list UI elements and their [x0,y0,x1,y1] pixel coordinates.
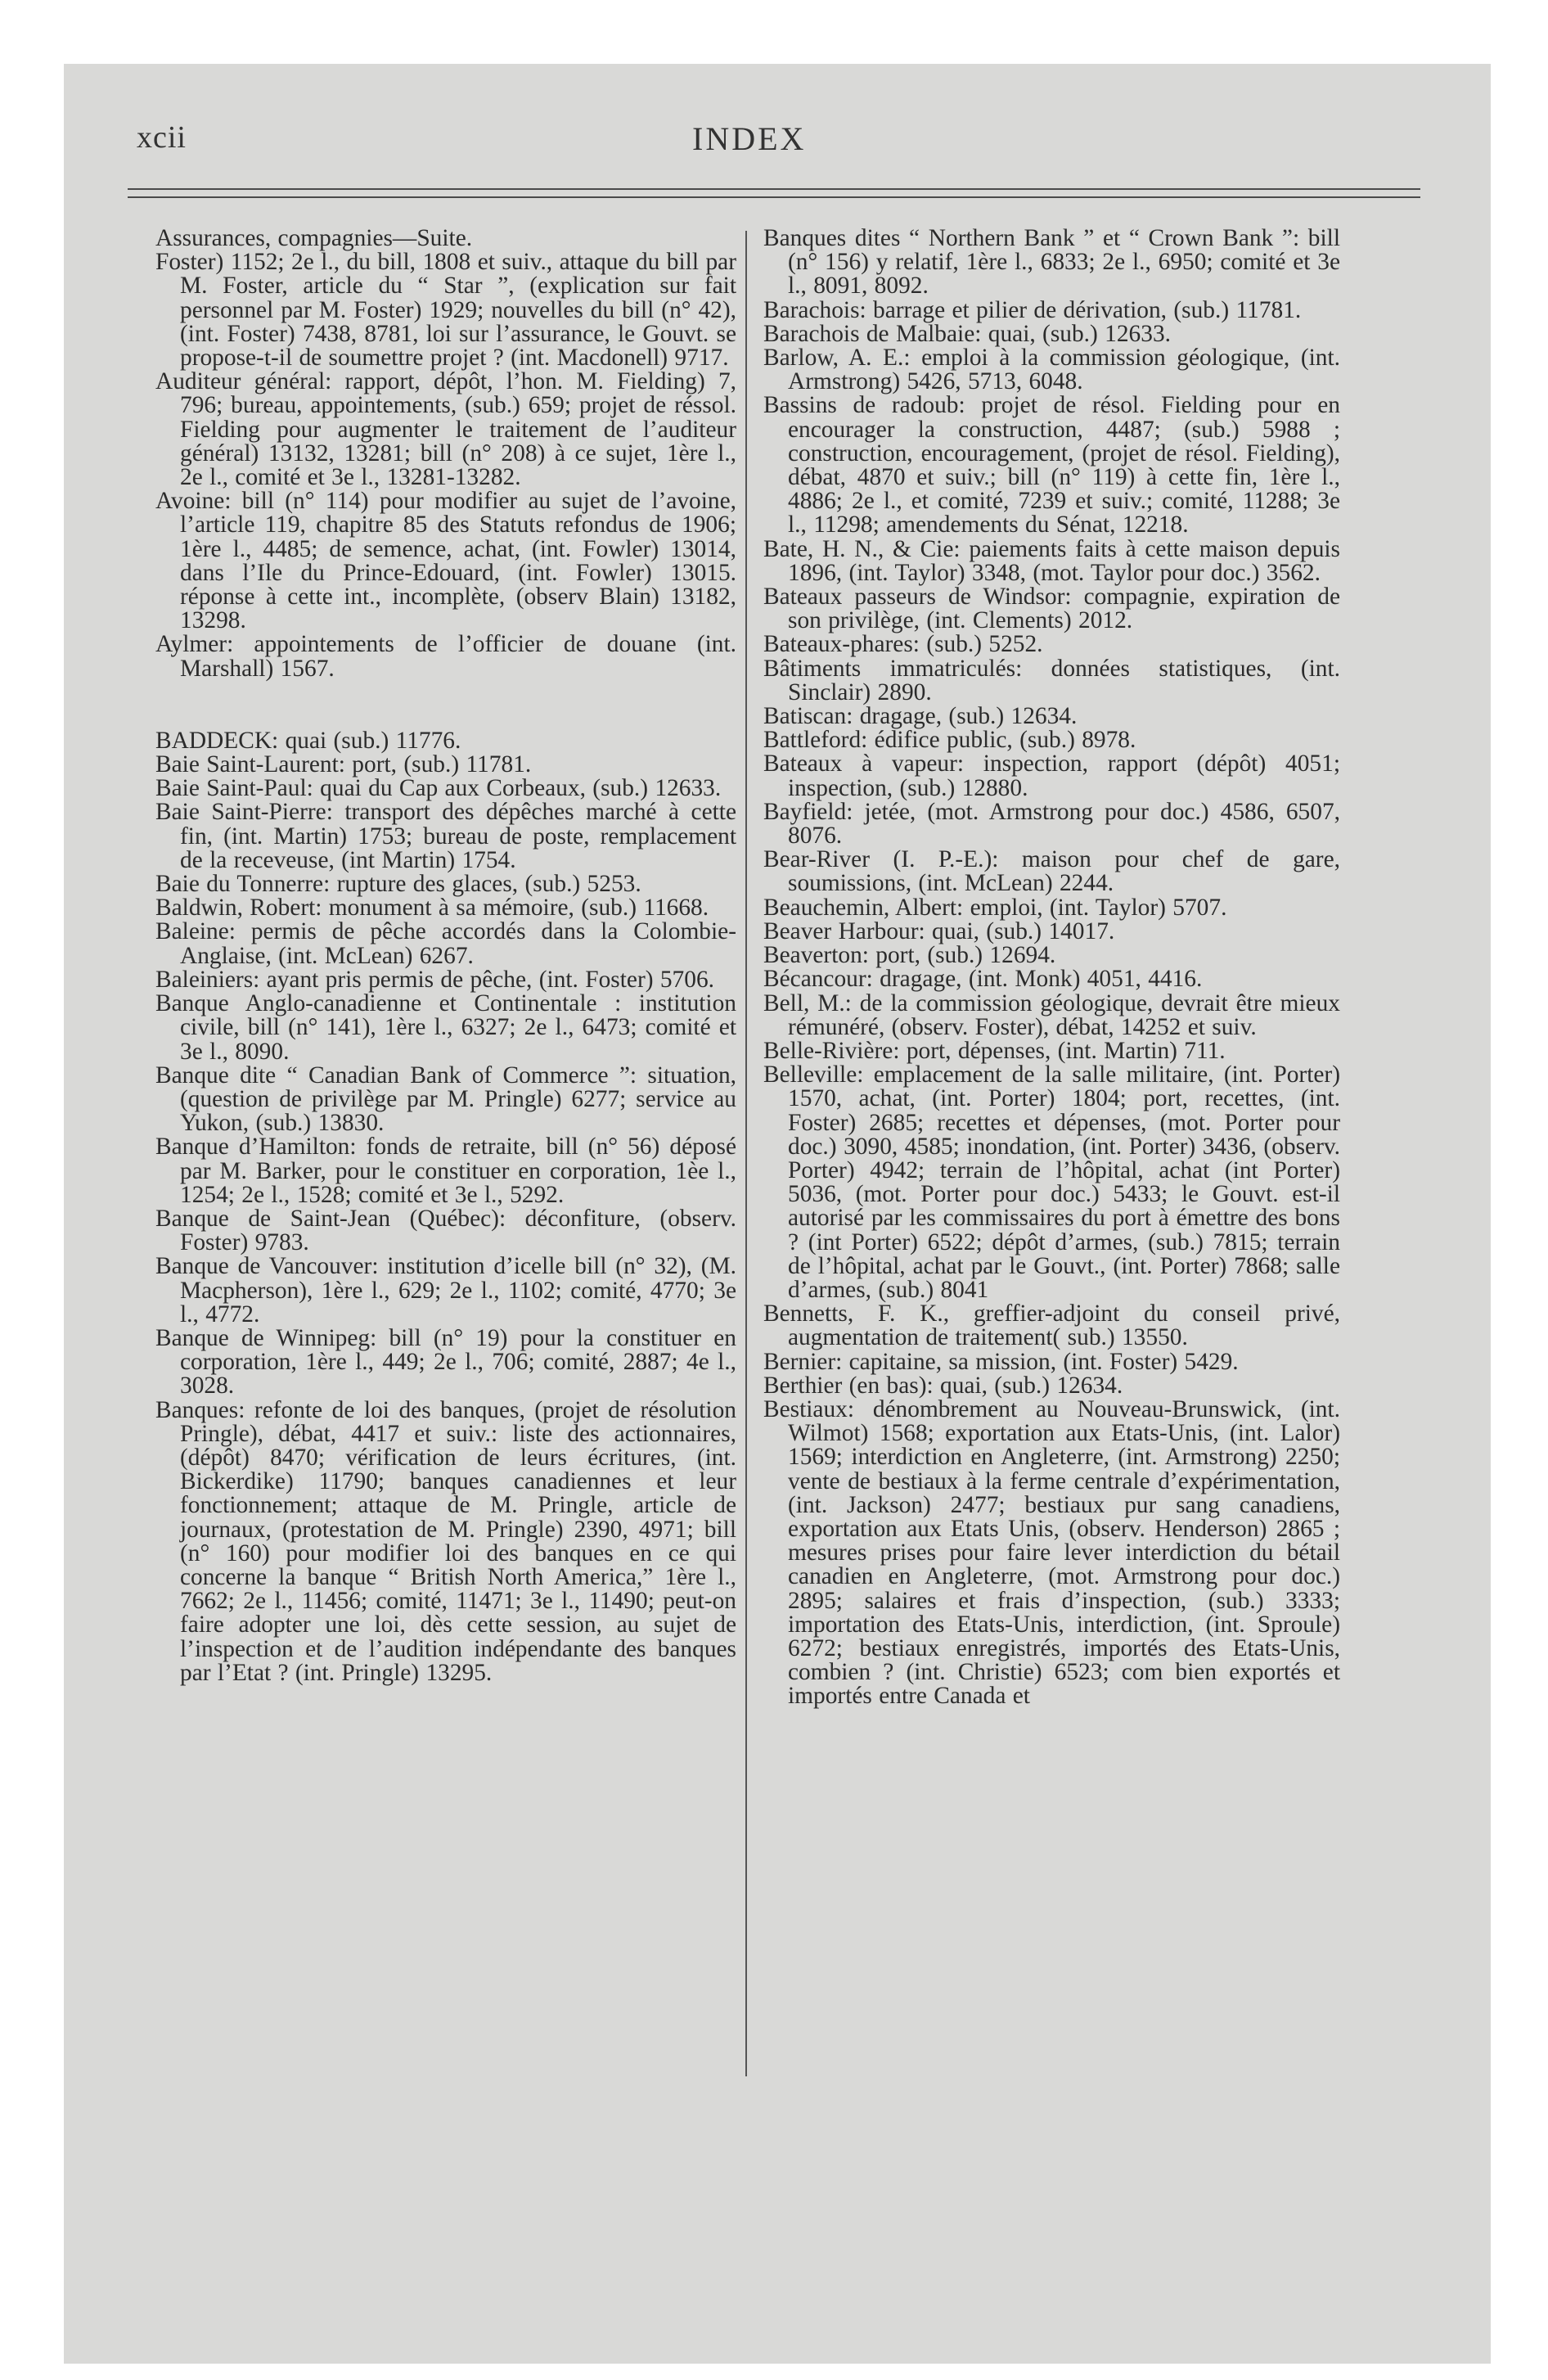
index-entry: Belle-Rivière: port, dépenses, (int. Martin) 711. [763,1037,1226,1064]
index-entry: Bateaux à vapeur: inspection, rapport (dépôt) 4051; inspection, (sub.) 12880. [763,751,1340,801]
index-entry: Bâtiments immatriculés: données statistiques, (int. Sinclair) 2890. [763,655,1340,705]
index-entry: Banque de Winnipeg: bill (n° 19) pour la constituer en corporation, 1ère l., 449; 2e l., 706; comité, 2887; 4e l., 3028. [155,1324,736,1400]
index-entry: Baldwin, Robert: monument à sa mémoire, (sub.) 11668. [155,895,709,922]
index-entry: Banques: refonte de loi des banques, (projet de résolution Pringle), débat, 4417 et suiv.: liste des actionnaires, (dépôt) 8470; vérification de leurs écritures, (int. Bickerdike) 11790; banques canadiennes et leur fonctionnement; attaque de M. Pringle, article de journaux, (protestation de M. Pringle) 2390, 4971; bill (n° 160) pour modifier loi des banques en ce qui concerne la banque “ British North America,” 1ère l., 7662; 2e l., 11456; comité, 11471; 3e l., 11490; peut-on faire adopter une loi, dès cette session, au sujet de l’inspection et de l’audition indépendante des banques par l’Etat ? (int. Pringle) 13295. [155,1396,736,1686]
index-entry: Bear-River (I. P.-E.): maison pour chef de gare, soumissions, (int. McLean) 2244. [763,846,1340,897]
index-entry: Banque de Saint-Jean (Québec): déconfiture, (observ. Foster) 9783. [155,1205,736,1256]
index-entry: Assurances, compagnies—Suite. [155,225,473,251]
index-entry: Baie Saint-Paul: quai du Cap aux Corbeaux, (sub.) 12633. [155,775,722,802]
index-entry: Barachois de Malbaie: quai, (sub.) 12633. [763,320,1171,347]
index-entry: Bateaux passeurs de Windsor: compagnie, expiration de son privilège, (int. Clements) 2012. [763,584,1340,634]
index-entry: Auditeur général: rapport, dépôt, l’hon. M. Fielding) 7, 796; bureau, appointements, (sub.) 659; projet de réssol. Fielding pour augmenter le traitement de l’auditeur général) 13132, 13281; bill (n° 208) à ce sujet, 1ère l., 2e l., comité et 3e l., 13281-13282. [155,368,736,491]
section-gap [155,681,736,729]
index-entry: Banque Anglo-canadienne et Continentale : institution civile, bill (n° 141), 1ère l., 6327; 2e l., 6473; comité et 3e l., 8090. [155,990,736,1065]
index-entry: Batiscan: dragage, (sub.) 12634. [763,703,1078,730]
index-entry: Bennetts, F. K., greffier-adjoint du conseil privé, augmentation de traitement( sub.) 13550. [763,1300,1340,1351]
index-entry: Bassins de radoub: projet de résol. Fielding pour en encourager la construction, 4487; (sub.) 5988 ; construction, encouragement, (projet de résol. Fielding), débat, 4870 et suiv.; bill (n° 119) à cette fin, 1ère l., 4886; 2e l., et comité, 7239 et suiv.; comité, 11288; 3e l., 11298; amendements du Sénat, 12218. [763,392,1340,539]
index-entry: Bécancour: dragage, (int. Monk) 4051, 4416. [763,966,1203,993]
index-entry: Beauchemin, Albert: emploi, (int. Taylor) 5707. [763,894,1227,921]
index-entry: Baie Saint-Laurent: port, (sub.) 11781. [155,751,532,778]
index-entry: Barachois: barrage et pilier de dérivation, (sub.) 11781. [763,296,1302,323]
index-entry: Barlow, A. E.: emploi à la commission géologique, (int. Armstrong) 5426, 5713, 6048. [763,345,1340,395]
index-column-left [155,227,736,1685]
index-entry: Bateaux-phares: (sub.) 5252. [763,631,1043,658]
index-entry: Aylmer: appointements de l’officier de douane (int. Marshall) 1567. [155,631,736,682]
page-title: INDEX [692,120,807,157]
index-entry: Bestiaux: dénombrement au Nouveau-Brunswick, (int. Wilmot) 1568; exportation aux Etats-Unis, (int. Lalor) 1569; interdiction en Angleterre, (int. Armstrong) 2250; vente de bestiaux à la ferme centrale d’expérimentation, (int. Jackson) 2477; bestiaux pur sang canadiens, exportation aux Etats Unis, (observ. Henderson) 2865 ; mesures prises pour faire lever interdiction du bétail canadien en Angleterre, (mot. Armstrong pour doc.) 2895; salaires et frais d’inspection, (sub.) 3333; importation des Etats-Unis, interdiction, (int. Sproule) 6272; bestiaux enregistrés, importés des Etats-Unis, combien ? (int. Christie) 6523; com bien exportés et importés entre Canada et [763,1395,1340,1710]
header-rule [128,196,1420,198]
index-entry: Berthier (en bas): quai, (sub.) 12634. [763,1372,1123,1399]
page-number: xcii [137,120,187,155]
index-entry: Banque d’Hamilton: fonds de retraite, bill (n° 56) déposé par M. Barker, pour le constituer en corporation, 1èe l., 1254; 2e l., 1528; comité et 3e l., 5292. [155,1134,736,1208]
index-entry: Beaver Harbour: quai, (sub.) 14017. [763,917,1115,944]
index-entry: Bate, H. N., & Cie: paiements faits à cette maison depuis 1896, (int. Taylor) 3348, (mot. Taylor pour doc.) 3562. [763,535,1340,586]
index-entry: Banques dites “ Northern Bank ” et “ Crown Bank ”: bill (n° 156) y relatif, 1ère l., 6833; 2e l., 6950; comité et 3e l., 8091, 8092. [763,225,1340,300]
header-rule [128,188,1420,190]
index-entry: Baleiniers: ayant pris permis de pêche, (int. Foster) 5706. [155,966,714,993]
index-entry: Battleford: édifice public, (sub.) 8978. [763,727,1136,754]
index-entry: Bell, M.: de la commission géologique, devrait être mieux rémunéré, (observ. Foster), débat, 14252 et suiv. [763,989,1340,1040]
index-entry: Beaverton: port, (sub.) 12694. [763,942,1056,969]
index-entry: Baie du Tonnerre: rupture des glaces, (sub.) 5253. [155,871,641,898]
index-entry: Banque de Vancouver: institution d’icelle bill (n° 32), (M. Macpherson), 1ère l., 629; 2e l., 1102; comité, 4770; 3e l., 4772. [155,1253,736,1327]
index-column-right [763,227,1340,1709]
index-entry: Baie Saint-Pierre: transport des dépêches marché à cette fin, (int. Martin) 1753; bureau de poste, remplacement de la receveuse, (int Martin) 1754. [155,799,736,873]
index-entry: Bayfield: jetée, (mot. Armstrong pour doc.) 4586, 6507, 8076. [763,798,1340,850]
index-entry: Belleville: emplacement de la salle militaire, (int. Porter) 1570, achat, (int. Porter) 1804; port, recettes, (int. Foster) 2685; recettes et dépenses, (mot. Porter pour doc.) 3090, 4585; inondation, (int. Porter) 3436, (observ. Porter) 4942; terrain de l’hôpital, achat (int Porter) 5036, (mot. Porter pour doc.) 5433; le Gouvt. est-il autorisé par les commissaires du port à émettre des bons ? (int Porter) 6522; dépôt d’armes, (sub.) 7815; terrain de l’hôpital, achat par le Gouvt., (int. Porter) 7868; salle d’armes, (sub.) 8041 [763,1062,1340,1303]
index-entry: Bernier: capitaine, sa mission, (int. Foster) 5429. [763,1348,1239,1375]
index-entry: Avoine: bill (n° 114) pour modifier au sujet de l’avoine, l’article 119, chapitre 85 des Statuts refondus de 1906; 1ère l., 4485; de semence, achat, (int. Fowler) 13014, dans l’Ile du Prince-Edouard, (int. Fowler) 13015. réponse à cette int., incomplète, (observ Blain) 13182, 13298. [155,488,736,634]
index-entry: Foster) 1152; 2e l., du bill, 1808 et suiv., attaque du bill par M. Foster, article du “ Star ”, (explication sur fait personnel par M. Foster) 1929; nouvelles du bill (n° 42), (int. Foster) 7438, 8781, loi sur l’assurance, le Gouvt. se propose-t-il de soumettre projet ? (int. Macdonell) 9717. [155,249,736,372]
column-divider [745,231,747,2076]
index-entry: Banque dite “ Canadian Bank of Commerce ”: situation, (question de privilège par M. Pringle) 6277; service au Yukon, (sub.) 13830. [155,1062,736,1137]
index-entry: Baleine: permis de pêche accordés dans la Colombie-Anglaise, (int. McLean) 6267. [155,918,736,969]
index-entry: BADDECK: quai (sub.) 11776. [155,727,461,754]
